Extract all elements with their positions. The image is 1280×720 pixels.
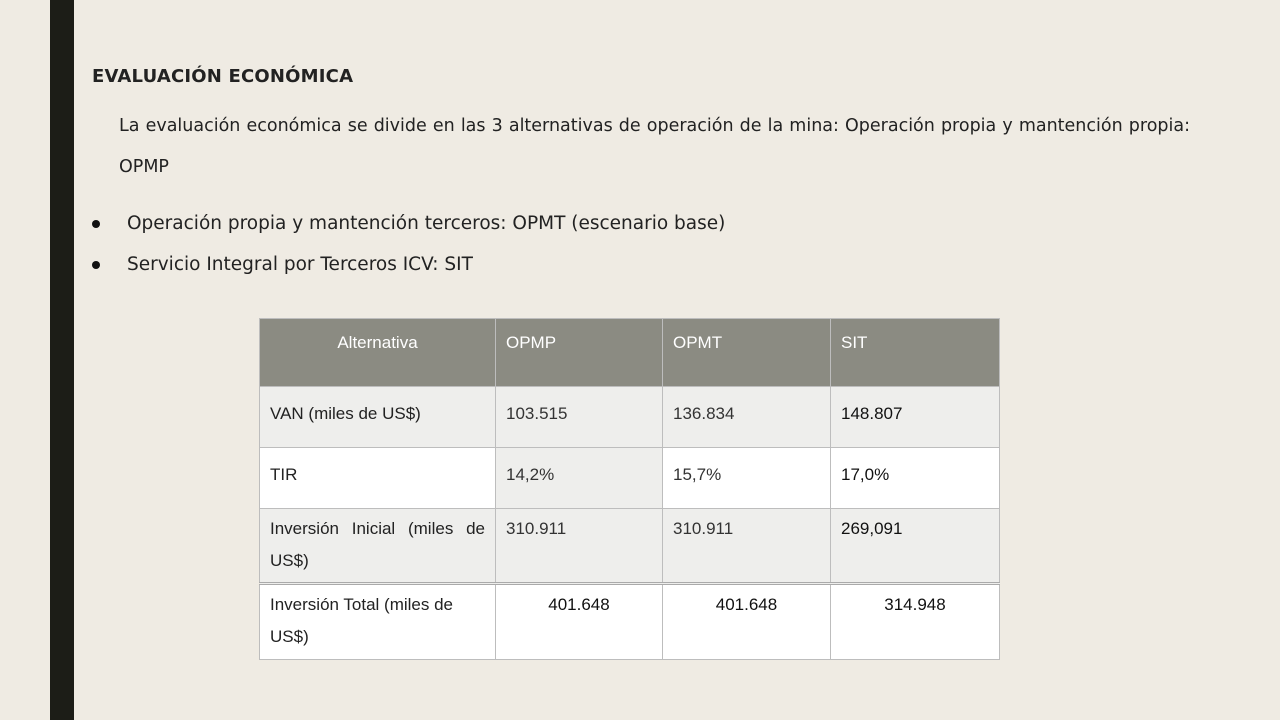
column-header-opmt: OPMT: [663, 319, 831, 387]
table-cell: 17,0%: [831, 448, 1000, 509]
bullet-icon: [92, 261, 100, 269]
row-label: VAN (miles de US$): [260, 387, 496, 448]
row-label: TIR: [260, 448, 496, 509]
table-cell: 310.911: [496, 509, 663, 584]
table-header-row: [260, 319, 1000, 387]
table-cell: 310.911: [663, 509, 831, 584]
list-item: [92, 244, 725, 285]
list-item: [92, 203, 725, 244]
intro-paragraph: La evaluación económica se divide en las 3 alternativas de operación de la mina: Operación propia y mantención propia: OPMP: [119, 116, 1190, 177]
evaluation-table: [259, 318, 1000, 660]
alternatives-list: [92, 203, 725, 285]
table-cell: 401.648: [663, 584, 831, 660]
bullet-icon: [92, 220, 100, 228]
page-title: EVALUACIÓN ECONÓMICA: [92, 66, 354, 87]
table-row: [260, 448, 1000, 509]
column-header-opmp: OPMP: [496, 319, 663, 387]
column-header-alternativa: Alternativa: [260, 319, 496, 387]
table-cell: 14,2%: [496, 448, 663, 509]
table-cell: 103.515: [496, 387, 663, 448]
table-row: [260, 584, 1000, 660]
table-cell: 269,091: [831, 509, 1000, 584]
evaluation-table-container: [259, 318, 999, 660]
row-label: Inversión Total (miles de US$): [260, 584, 496, 660]
table-row: [260, 509, 1000, 584]
left-accent-bar: [50, 0, 74, 720]
table-row: [260, 387, 1000, 448]
list-item-text: Servicio Integral por Terceros ICV: SIT: [127, 254, 473, 275]
table-cell: 136.834: [663, 387, 831, 448]
table-cell: 314.948: [831, 584, 1000, 660]
column-header-sit: SIT: [831, 319, 1000, 387]
table-cell: 148.807: [831, 387, 1000, 448]
list-item-text: Operación propia y mantención terceros: OPMT (escenario base): [127, 213, 726, 234]
table-cell: 401.648: [496, 584, 663, 660]
table-cell: 15,7%: [663, 448, 831, 509]
row-label: Inversión Inicial (miles de US$): [260, 509, 496, 584]
